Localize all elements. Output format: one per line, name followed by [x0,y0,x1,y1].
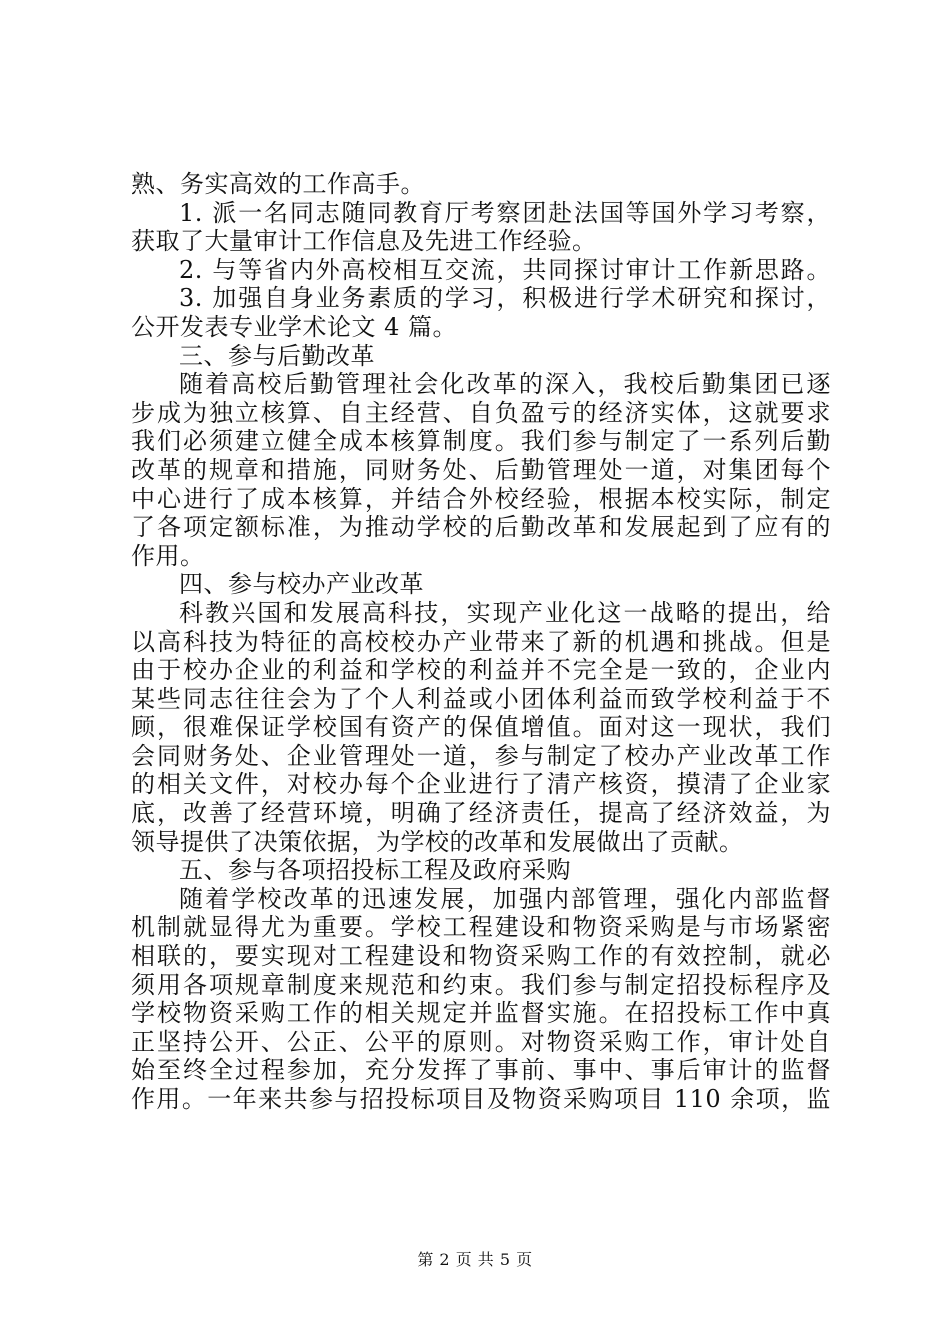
document-line: 顾，很难保证学校国有资产的保值增值。面对这一现状，我们 [131,713,831,742]
document-line: 四、参与校办产业改革 [179,570,424,599]
document-line: 科教兴国和发展高科技，实现产业化这一战略的提出，给 [179,598,831,627]
document-line: 改革的规章和措施，同财务处、后勤管理处一道，对集团每个 [131,455,831,484]
document-line: 以高科技为特征的高校校办产业带来了新的机遇和挑战。但是 [131,627,831,656]
document-line: 领导提供了决策依据，为学校的改革和发展做出了贡献。 [131,827,744,856]
document-line: 会同财务处、企业管理处一道，参与制定了校办产业改革工作 [131,741,831,770]
document-line: 我们必须建立健全成本核算制度。我们参与制定了一系列后勤 [131,427,831,456]
document-line: 由于校办企业的利益和学校的利益并不完全是一致的，企业内 [131,656,831,685]
document-line: 五、参与各项招投标工程及政府采购 [179,856,571,885]
document-line: 公开发表专业学术论文 4 篇。 [131,312,458,341]
page-number-footer: 第 2 页 共 5 页 [417,1250,533,1269]
document-line: 三、参与后勤改革 [179,341,375,370]
document-line: 作用。一年来共参与招投标项目及物资采购项目 110 余项，监 [131,1085,831,1113]
document-line: 机制就显得尤为重要。学校工程建设和物资采购是与市场紧密 [131,913,831,942]
document-line: 相联的，要实现对工程建设和物资采购工作的有效控制，就必 [131,942,831,971]
document-line: 某些同志往往会为了个人利益或小团体利益而致学校利益于不 [131,684,831,713]
document-line: 熟、务实高效的工作高手。 [131,170,425,198]
document-line: 学校物资采购工作的相关规定并监督实施。在招投标工作中真 [131,999,831,1028]
document-line: 随着学校改革的迅速发展，加强内部管理，强化内部监督 [179,884,831,913]
document-line: 1. 派一名同志随同教育厅考察团赴法国等国外学习考察， [179,198,831,227]
document-line: 随着高校后勤管理社会化改革的深入，我校后勤集团已逐 [179,370,831,399]
document-line: 须用各项规章制度来规范和约束。我们参与制定招投标程序及 [131,970,831,999]
document-line: 底，改善了经营环境，明确了经济责任，提高了经济效益，为 [131,799,831,828]
document-line: 获取了大量审计工作信息及先进工作经验。 [131,227,597,256]
document-line: 始至终全过程参加，充分发挥了事前、事中、事后审计的监督 [131,1056,831,1085]
document-line: 中心进行了成本核算，并结合外校经验，根据本校实际，制定 [131,484,831,513]
document-line: 的相关文件，对校办每个企业进行了清产核资，摸清了企业家 [131,770,831,799]
document-line: 3. 加强自身业务素质的学习，积极进行学术研究和探讨， [179,284,831,313]
document-body [131,170,831,1114]
document-line: 2. 与等省内外高校相互交流，共同探讨审计工作新思路。 [179,255,831,284]
document-line: 正坚持公开、公正、公平的原则。对物资采购工作，审计处自 [131,1027,831,1056]
document-line: 作用。 [131,541,205,570]
document-line: 步成为独立核算、自主经营、自负盈亏的经济实体，这就要求 [131,398,831,427]
document-line: 了各项定额标准，为推动学校的后勤改革和发展起到了应有的 [131,513,831,542]
